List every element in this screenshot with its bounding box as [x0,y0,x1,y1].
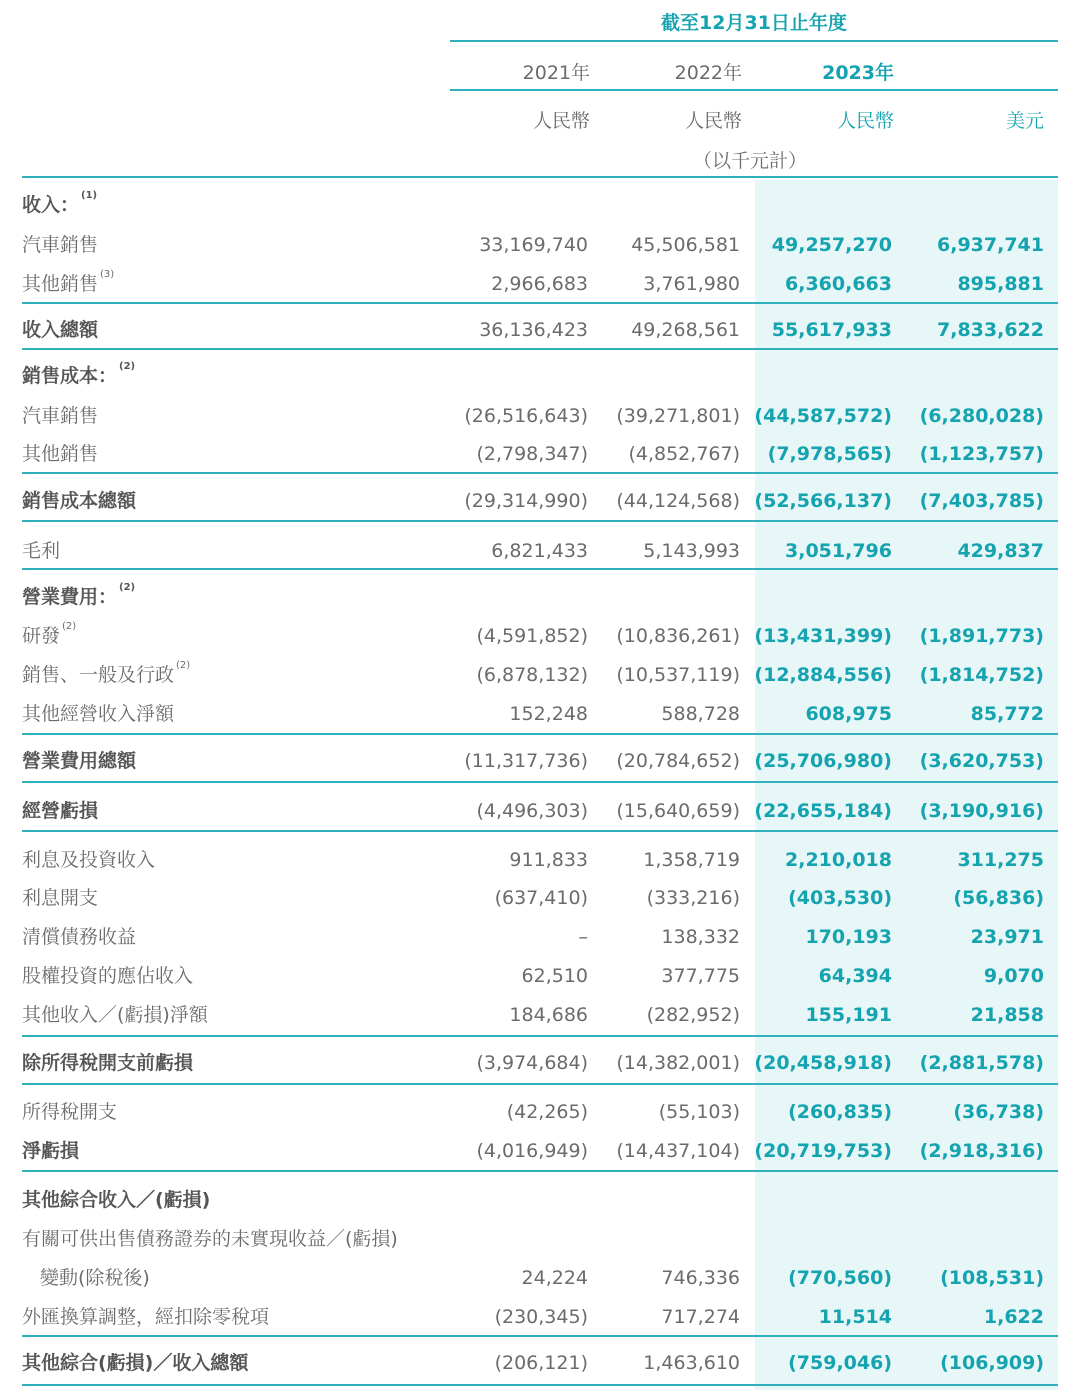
value-2021-rmb: (4,496,303) [476,800,588,822]
row-label [22,957,193,995]
value-2021-rmb: (206,121) [494,1352,588,1374]
row-label [22,1298,269,1336]
row-label-text: 營業費用： [22,586,118,608]
value-2023-rmb: 6,360,663 [785,273,892,295]
table-row [22,957,1058,995]
row-label [22,1044,193,1082]
value-2023-usd: 1,622 [983,1306,1044,1328]
value-2022-rmb: 1,358,719 [643,849,740,871]
table-row [22,397,1058,435]
value-2023-rmb: (22,655,184) [754,800,892,822]
row-separator [22,781,1058,783]
table-row [22,879,1058,917]
footnote-marker: (2) [62,621,77,632]
value-2022-rmb: (39,271,801) [616,405,740,427]
footnote-marker: (1) [81,190,98,201]
value-2022-rmb: (4,852,767) [628,443,740,465]
row-separator [22,1035,1058,1037]
value-2023-rmb: (44,587,572) [754,405,892,427]
value-2022-rmb: (44,124,568) [616,490,740,512]
value-2022-rmb: 5,143,993 [643,540,740,562]
value-2023-rmb: 2,210,018 [785,849,892,871]
value-2023-usd: 429,837 [957,540,1044,562]
value-2023-rmb: (12,884,556) [754,664,892,686]
row-label-text: 利息及投資收入 [22,849,156,871]
currency-2023-usd: 美元 [1005,110,1044,132]
row-label-text: 清償債務收益 [22,926,137,948]
row-label [22,879,98,917]
row-label [22,226,98,264]
row-label [22,357,135,395]
value-2021-rmb: 911,833 [509,849,588,871]
table-row [22,918,1058,956]
row-separator [22,830,1058,832]
row-separator [22,1384,1058,1386]
value-2022-rmb: (14,437,104) [616,1140,740,1162]
row-label-text: 收入： [22,194,80,216]
row-label-text: 銷售、一般及行政 [22,664,175,686]
table-row [22,482,1058,520]
value-2023-rmb: 3,051,796 [785,540,892,562]
table-row [22,792,1058,830]
period-title: 截至12月31日止年度 [661,12,847,34]
row-label-text: 外匯換算調整，經扣除零稅項 [22,1306,270,1328]
value-2022-rmb: (20,784,652) [616,750,740,772]
row-label-text: 毛利 [22,540,61,562]
value-2023-usd: 9,070 [983,965,1044,987]
value-2022-rmb: (14,382,001) [616,1052,740,1074]
row-label [40,1259,150,1297]
table-row [22,265,1058,303]
value-2023-rmb: (20,458,918) [754,1052,892,1074]
value-2023-usd: (1,123,757) [919,443,1044,465]
value-2023-rmb: (403,530) [788,887,892,909]
row-label [22,996,208,1034]
row-separator [22,472,1058,474]
value-2021-rmb: (6,878,132) [476,664,588,686]
value-2023-usd: (1,814,752) [919,664,1044,686]
table-row [22,1220,1058,1258]
row-separator [22,302,1058,304]
value-2022-rmb: 588,728 [661,703,740,725]
footnote-marker: (2) [176,660,191,671]
row-label [22,742,136,780]
value-2023-usd: (3,190,916) [919,800,1044,822]
row-label [22,918,136,956]
table-row [22,1044,1058,1082]
value-2022-rmb: 1,463,610 [643,1352,740,1374]
value-2023-usd: (3,620,753) [919,750,1044,772]
value-2022-rmb: 717,274 [661,1306,740,1328]
value-2023-usd: (6,280,028) [919,405,1044,427]
value-2021-rmb: (2,798,347) [476,443,588,465]
row-label-text: 有關可供出售債務證券的未實現收益／(虧損) [22,1228,398,1250]
currency-2023-rmb: 人民幣 [836,110,894,132]
row-label [22,532,60,570]
table-row [22,435,1058,473]
row-label-text: 銷售成本總額 [22,490,137,512]
value-2021-rmb: (26,516,643) [464,405,588,427]
year-2023: 2023年 [822,62,894,84]
value-2023-rmb: (25,706,980) [754,750,892,772]
value-2023-usd: 895,881 [957,273,1044,295]
value-2022-rmb: (10,836,261) [616,625,740,647]
row-label-text: 其他經營收入淨額 [22,703,175,725]
table-row [22,695,1058,733]
footnote-marker: (2) [119,361,136,372]
value-2022-rmb: 45,506,581 [631,234,740,256]
value-2022-rmb: (10,537,119) [616,664,740,686]
value-2023-rmb: 49,257,270 [771,234,892,256]
row-label [22,1220,398,1258]
row-label-text: 汽車銷售 [22,234,99,256]
value-2023-usd: 311,275 [957,849,1044,871]
header-rule-top [450,40,1058,42]
value-2023-usd: (7,403,785) [919,490,1044,512]
row-label-text: 經營虧損 [22,800,99,822]
row-label-text: 其他銷售 [22,443,99,465]
currency-2022: 人民幣 [684,110,742,132]
row-label-text: 營業費用總額 [22,750,137,772]
value-2021-rmb: (4,016,949) [476,1140,588,1162]
value-2023-rmb: 11,514 [818,1306,892,1328]
value-2023-usd: 6,937,741 [937,234,1044,256]
value-2023-rmb: 608,975 [805,703,892,725]
value-2021-rmb: 2,966,683 [491,273,588,295]
value-2021-rmb: 184,686 [509,1004,588,1026]
value-2022-rmb: 3,761,980 [643,273,740,295]
row-label-text: 淨虧損 [22,1140,80,1162]
value-2021-rmb: (230,345) [494,1306,588,1328]
value-2023-usd: (36,738) [953,1101,1044,1123]
value-2023-rmb: (770,560) [788,1267,892,1289]
value-2023-usd: 85,772 [970,703,1044,725]
currency-2021: 人民幣 [532,110,590,132]
value-2021-rmb: (11,317,736) [464,750,588,772]
year-2022: 2022年 [674,62,742,84]
value-2021-rmb: (29,314,990) [464,490,588,512]
value-2023-usd: (56,836) [953,887,1044,909]
table-row [22,1298,1058,1336]
value-2023-rmb: (13,431,399) [754,625,892,647]
table-row [22,1093,1058,1131]
value-2022-rmb: (55,103) [658,1101,740,1123]
value-2022-rmb: (333,216) [646,887,740,909]
value-2023-usd: (108,531) [940,1267,1044,1289]
row-label-text: 其他綜合收入／(虧損) [22,1189,211,1211]
row-label-text: 收入總額 [22,319,99,341]
value-2023-usd: 21,858 [970,1004,1044,1026]
row-separator [22,1335,1058,1337]
units-note: （以千元計） [692,150,807,172]
row-label-text: 變動(除稅後) [40,1267,150,1289]
value-2022-rmb: (282,952) [646,1004,740,1026]
row-label-text: 研發 [22,625,61,647]
row-label [22,1181,210,1219]
row-separator [22,1170,1058,1172]
row-label-text: 其他收入／(虧損)淨額 [22,1004,208,1026]
value-2021-rmb: (4,591,852) [476,625,588,647]
value-2023-usd: (106,909) [940,1352,1044,1374]
value-2021-rmb: 24,224 [521,1267,588,1289]
row-label-text: 汽車銷售 [22,405,99,427]
value-2021-rmb: (42,265) [506,1101,588,1123]
table-row [22,617,1058,655]
value-2022-rmb: 138,332 [661,926,740,948]
value-2022-rmb: 49,268,561 [631,319,740,341]
row-label-text: 利息開支 [22,887,99,909]
table-row [22,186,1058,224]
row-label [22,1132,79,1170]
row-label [22,311,98,349]
header-rule-mid [450,89,1058,91]
value-2022-rmb: 746,336 [661,1267,740,1289]
value-2023-rmb: 64,394 [818,965,892,987]
row-separator [22,733,1058,735]
row-label [22,1093,117,1131]
row-label [22,186,97,224]
value-2023-rmb: 170,193 [805,926,892,948]
row-label [22,1344,248,1382]
row-label-text: 股權投資的應佔收入 [22,965,194,987]
row-label [22,435,98,473]
row-label [22,841,155,879]
value-2023-rmb: (52,566,137) [754,490,892,512]
row-label-text: 其他綜合(虧損)／收入總額 [22,1352,249,1374]
table-row [22,841,1058,879]
row-separator [22,1083,1058,1085]
header-rule-bottom [22,176,1058,178]
value-2023-usd: (1,891,773) [919,625,1044,647]
value-2021-rmb: 152,248 [509,703,588,725]
value-2021-rmb: 6,821,433 [491,540,588,562]
table-row [22,532,1058,570]
table-row [22,357,1058,395]
table-row [22,656,1058,694]
table-row [22,311,1058,349]
table-row [22,578,1058,616]
row-label-text: 所得稅開支 [22,1101,118,1123]
row-label [22,578,135,616]
row-label [22,397,98,435]
row-separator [22,348,1058,350]
table-row [22,1259,1058,1297]
footnote-marker: (2) [119,582,136,593]
value-2021-rmb: – [578,926,588,948]
row-label-text: 除所得稅開支前虧損 [22,1052,194,1074]
value-2023-rmb: (7,978,565) [767,443,892,465]
value-2021-rmb: 33,169,740 [479,234,588,256]
table-row [22,742,1058,780]
row-separator [22,520,1058,522]
value-2023-rmb: 55,617,933 [771,319,892,341]
row-label [22,482,136,520]
value-2021-rmb: (3,974,684) [476,1052,588,1074]
table-row [22,226,1058,264]
year-2021: 2021年 [522,62,590,84]
table-row [22,996,1058,1034]
row-separator [22,568,1058,570]
value-2023-rmb: (759,046) [788,1352,892,1374]
row-label [22,695,174,733]
row-label [22,265,114,303]
value-2023-rmb: (260,835) [788,1101,892,1123]
row-label [22,656,190,694]
value-2023-usd: (2,881,578) [919,1052,1044,1074]
row-label [22,792,98,830]
value-2023-usd: 7,833,622 [937,319,1044,341]
value-2021-rmb: 62,510 [521,965,588,987]
value-2023-rmb: 155,191 [805,1004,892,1026]
value-2021-rmb: 36,136,423 [479,319,588,341]
row-label-text: 銷售成本： [22,365,118,387]
value-2023-rmb: (20,719,753) [754,1140,892,1162]
value-2021-rmb: (637,410) [494,887,588,909]
value-2022-rmb: 377,775 [661,965,740,987]
row-label [22,617,76,655]
value-2022-rmb: (15,640,659) [616,800,740,822]
value-2023-usd: 23,971 [970,926,1044,948]
value-2023-usd: (2,918,316) [919,1140,1044,1162]
row-label-text: 其他銷售 [22,273,99,295]
footnote-marker: (3) [100,269,115,280]
table-row [22,1344,1058,1382]
table-row [22,1132,1058,1170]
table-row [22,1181,1058,1219]
